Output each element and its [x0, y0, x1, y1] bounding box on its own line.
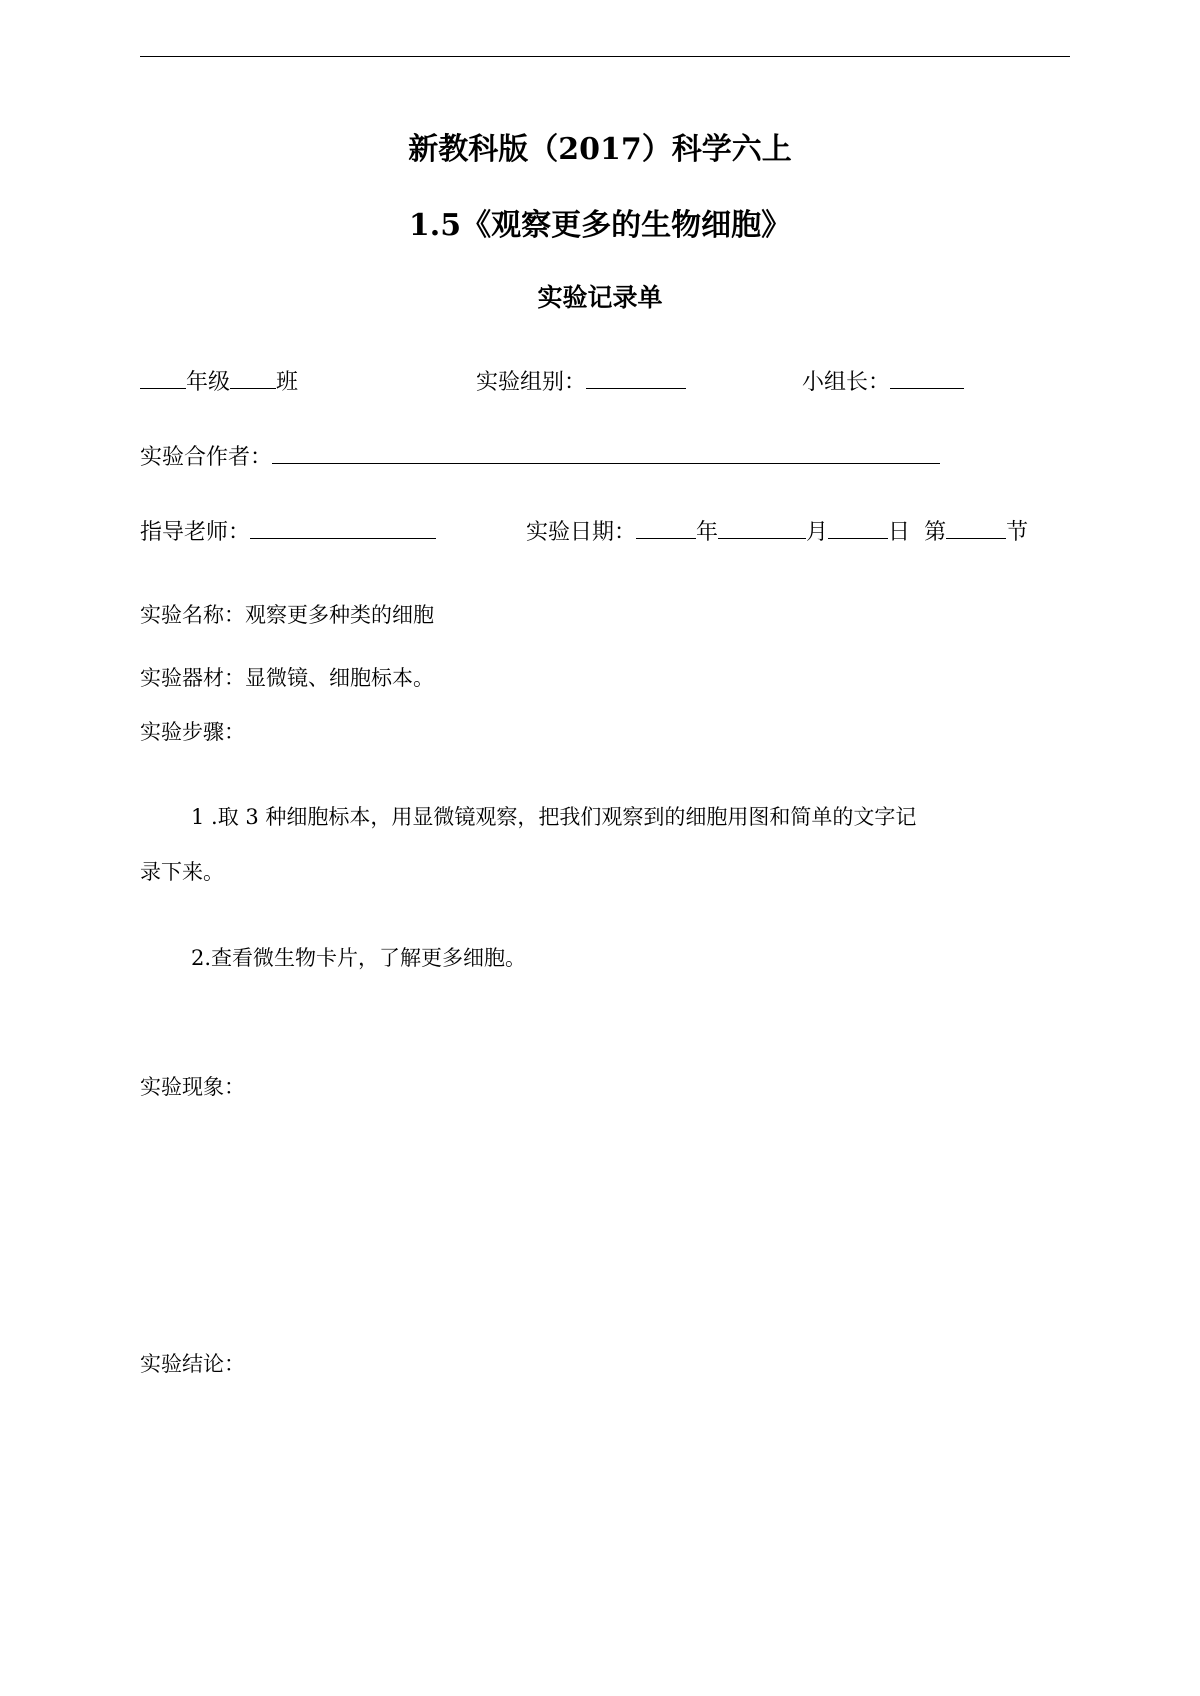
- record-sheet-subtitle: 实验记录单: [537, 283, 663, 312]
- document-title: 新教科版（2017）科学六上: [408, 132, 792, 167]
- teacher-field: [140, 516, 436, 548]
- grade-label: 年级: [186, 370, 231, 395]
- partners-field: [140, 441, 940, 473]
- leader-label: 小组长：: [802, 370, 891, 395]
- conclusion-heading: 实验结论：: [140, 1352, 245, 1376]
- day-label: 日: [888, 520, 911, 545]
- month-blank[interactable]: [718, 516, 806, 539]
- step-2: 2.查看微生物卡片，了解更多细胞。: [191, 946, 527, 970]
- group-field: [476, 366, 686, 398]
- partners-blank[interactable]: [272, 441, 940, 464]
- period-label: 节: [1006, 520, 1029, 545]
- step-1-line-1: 1 .取 3 种细胞标本，用显微镜观察，把我们观察到的细胞用图和简单的文字记: [191, 805, 917, 829]
- experiment-name: 实验名称：观察更多种类的细胞: [140, 603, 434, 627]
- day-blank[interactable]: [828, 516, 888, 539]
- class-label: 班: [276, 370, 299, 395]
- lesson-title: 1.5《观察更多的生物细胞》: [408, 208, 792, 243]
- year-label: 年: [696, 520, 719, 545]
- date-label: 实验日期：: [526, 520, 637, 545]
- partners-label: 实验合作者：: [140, 445, 273, 470]
- year-blank[interactable]: [636, 516, 696, 539]
- teacher-label: 指导老师：: [140, 520, 251, 545]
- grade-class-field: [140, 366, 298, 398]
- leader-blank[interactable]: [890, 366, 964, 389]
- class-blank[interactable]: [230, 366, 276, 389]
- experiment-materials: 实验器材：显微镜、细胞标本。: [140, 666, 434, 690]
- period-prefix: 第: [924, 520, 947, 545]
- teacher-blank[interactable]: [250, 516, 436, 539]
- step-1-line-2: 录下来。: [140, 860, 224, 884]
- date-field: [526, 516, 1028, 548]
- leader-field: [802, 366, 964, 398]
- phenomenon-heading: 实验现象：: [140, 1075, 245, 1099]
- group-label: 实验组别：: [476, 370, 587, 395]
- group-blank[interactable]: [586, 366, 686, 389]
- period-blank[interactable]: [946, 516, 1006, 539]
- header-rule: [140, 56, 1070, 57]
- steps-heading: 实验步骤：: [140, 720, 245, 744]
- grade-blank[interactable]: [140, 366, 186, 389]
- month-label: 月: [806, 520, 829, 545]
